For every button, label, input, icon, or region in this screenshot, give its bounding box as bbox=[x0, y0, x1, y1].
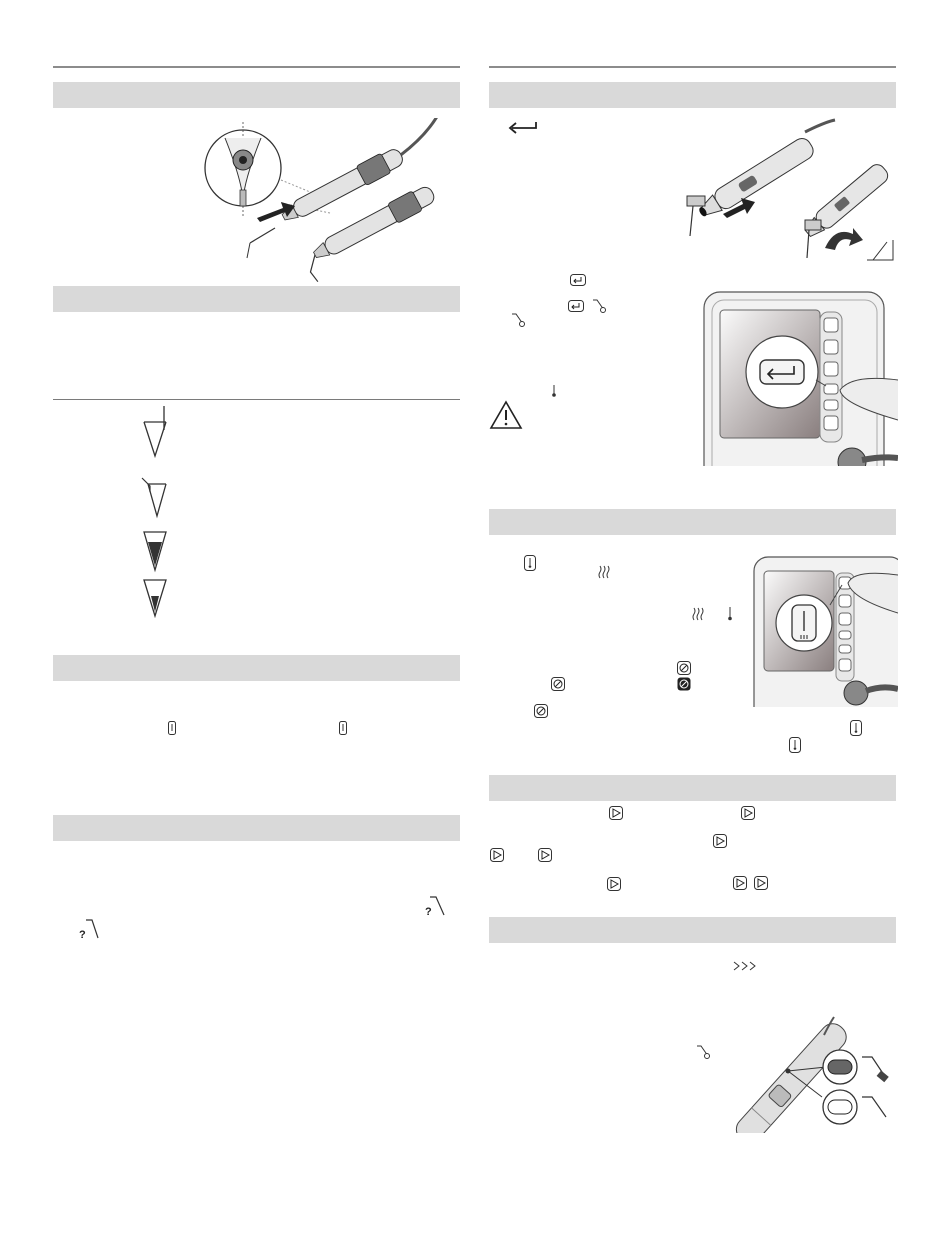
temperature-key-icon bbox=[850, 720, 862, 736]
tip-symbol-probe-icon bbox=[140, 404, 170, 460]
tip-icon bbox=[511, 312, 525, 328]
section-band-left-2 bbox=[53, 286, 460, 312]
play-triangle-icon bbox=[741, 806, 755, 820]
handpiece-tip-insertion-illustration bbox=[195, 118, 460, 283]
tip-symbol-partial-icon bbox=[140, 578, 170, 618]
play-triangle-icon bbox=[607, 877, 621, 891]
table-rule bbox=[53, 399, 460, 400]
heat-waves-icon bbox=[597, 565, 611, 579]
enter-key-icon bbox=[568, 300, 584, 312]
temperature-key-icon bbox=[789, 737, 801, 753]
svg-text:?: ? bbox=[425, 906, 432, 917]
tip-icon bbox=[696, 1044, 710, 1060]
tip-removal-illustration bbox=[685, 118, 897, 268]
section-band-right-1 bbox=[489, 82, 896, 108]
play-triangle-icon bbox=[490, 848, 504, 862]
top-rule-right bbox=[489, 66, 896, 68]
temperature-key-icon bbox=[168, 721, 176, 735]
tip-icon bbox=[592, 298, 606, 314]
play-triangle-icon bbox=[609, 806, 623, 820]
control-panel-heat-illustration bbox=[752, 555, 898, 707]
section-band-left-3 bbox=[53, 655, 460, 681]
play-triangle-icon bbox=[733, 876, 747, 890]
section-band-left-1 bbox=[53, 82, 460, 108]
help-tip-icon bbox=[424, 895, 446, 917]
thermometer-icon bbox=[551, 384, 557, 398]
play-triangle-icon bbox=[713, 834, 727, 848]
temperature-key-icon bbox=[524, 555, 536, 571]
top-rule-left bbox=[53, 66, 460, 68]
play-triangle-icon bbox=[754, 876, 768, 890]
play-triangle-icon bbox=[538, 848, 552, 862]
control-panel-enter-illustration bbox=[702, 290, 898, 466]
heat-waves-icon bbox=[691, 607, 705, 621]
fast-forward-chevrons-icon bbox=[733, 961, 759, 971]
temperature-key-icon bbox=[339, 721, 347, 735]
enter-key-icon bbox=[508, 120, 538, 134]
svg-text:?: ? bbox=[79, 929, 86, 940]
warning-triangle-icon bbox=[489, 400, 523, 430]
cancel-circle-icon bbox=[551, 677, 565, 691]
section-band-right-4 bbox=[489, 917, 896, 943]
cancel-circle-icon bbox=[677, 661, 691, 675]
cancel-circle-icon bbox=[677, 677, 691, 691]
tip-symbol-filled-icon bbox=[140, 528, 170, 574]
thermometer-icon bbox=[727, 606, 733, 622]
section-band-right-2 bbox=[489, 509, 896, 535]
help-tip-icon bbox=[78, 918, 100, 940]
section-band-left-4 bbox=[53, 815, 460, 841]
handpiece-indicator-illustration bbox=[712, 1015, 898, 1133]
enter-key-icon bbox=[570, 274, 586, 286]
section-band-right-3 bbox=[489, 775, 896, 801]
tip-symbol-side-icon bbox=[140, 474, 170, 520]
cancel-circle-icon bbox=[534, 704, 548, 718]
